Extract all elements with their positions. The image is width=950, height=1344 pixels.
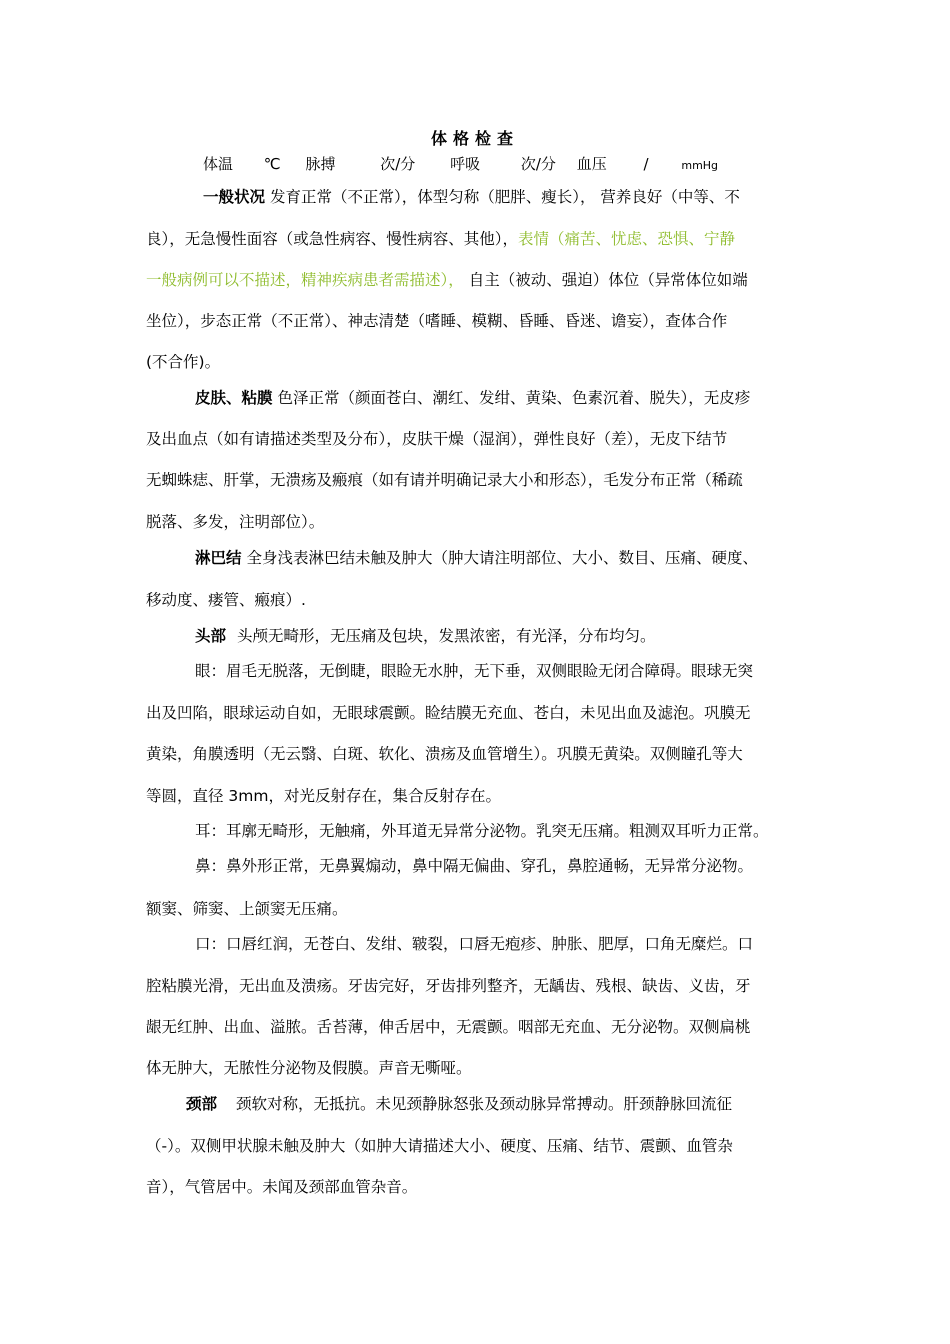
head-text-1: 头颅无畸形，无压痛及包块，发黑浓密，有光泽，分布均匀。 [236,627,656,645]
skin-text-1: 色泽正常（颜面苍白、潮红、发绀、黄染、色素沉着、脱失），无皮疹 [277,389,751,407]
skin-line-3: 无蜘蛛痣、肝掌，无溃疡及瘢痕（如有请并明确记录大小和形态），毛发分布正常（稀疏 [146,471,743,489]
neck-line-1 [186,1094,732,1114]
nose-line-1: 鼻：鼻外形正常，无鼻翼煽动，鼻中隔无偏曲、穿孔，鼻腔通畅，无异常分泌物。 [195,857,754,875]
neck-line-3: 音），气管居中。未闻及颈部血管杂音。 [146,1178,418,1196]
temp-label: 体温 [203,155,234,173]
general-line-2 [146,229,735,249]
bp-unit: mmHg [681,159,719,172]
mouth-line-3: 龈无红肿、出血、溢脓。舌苔薄，伸舌居中，无震颤。咽部无充血、无分泌物。双侧扁桃 [146,1018,751,1036]
general-heading: 一般状况 [203,188,266,206]
skin-line-1 [195,388,750,408]
neck-heading: 颈部 [186,1095,218,1113]
nose-line-2: 额窦、筛窦、上颌窦无压痛。 [146,900,348,918]
eye-line-3: 黄染，角膜透明（无云翳、白斑、软化、溃疡及血管增生）。巩膜无黄染。双侧瞳孔等大 [146,745,743,763]
vital-signs-line [203,153,718,174]
eye-line-1: 眼：眉毛无脱落，无倒睫，眼睑无水肿，无下垂，双侧眼睑无闭合障碍。眼球无突 [195,662,754,680]
skin-line-2: 及出血点（如有请描述类型及分布），皮肤干燥（湿润），弹性良好（差），无皮下结节 [146,430,728,448]
head-heading: 头部 [195,627,227,645]
lymph-heading: 淋巴结 [195,549,242,567]
skin-heading: 皮肤、粘膜 [195,389,273,407]
eye-line-4: 等圆，直径 3mm，对光反射存在，集合反射存在。 [146,787,501,805]
general-line-4: 坐位），步态正常（不正常）、神志清楚（嗜睡、模糊、昏睡、昏迷、谵妄），查体合作 [146,312,728,330]
pulse-unit: 次/分 [380,155,416,173]
general-text-2a: 良），无急慢性面容（或急性病容、慢性病容、其他）， [146,230,519,248]
neck-text-1: 颈软对称，无抵抗。未见颈静脉怒张及颈动脉异常搏动。肝颈静脉回流征 [235,1095,732,1113]
resp-unit: 次/分 [520,155,556,173]
general-line-1 [203,187,740,207]
temp-unit: ℃ [263,155,281,173]
skin-line-4: 脱落、多发，注明部位）。 [146,513,325,531]
mouth-line-4: 体无肿大，无脓性分泌物及假膜。声音无嘶哑。 [146,1059,472,1077]
mouth-line-2: 腔粘膜光滑，无出血及溃疡。牙齿完好，牙齿排列整齐，无龋齿、残根、缺齿、义齿，牙 [146,977,751,995]
general-line-5: (不合作)。 [146,353,221,371]
general-line-3 [146,270,748,290]
general-annotation-2: 一般病例可以不描述，精神疾病患者需描述）， [146,271,464,289]
mouth-line-1: 口：口唇红润，无苍白、发绀、皲裂，口唇无疱疹、肿胀、肥厚，口角无糜烂。口 [195,935,754,953]
general-text-3b: 自主（被动、强迫）体位（异常体位如端 [468,271,748,289]
lymph-text-1: 全身浅表淋巴结未触及肿大（肿大请注明部位、大小、数目、压痛、硬度、 [246,549,758,567]
general-text-1: 发育正常（不正常），体型匀称（肥胖、瘦长）， 营养良好（中等、不 [269,188,740,206]
bp-separator: / [643,155,649,173]
head-line-1 [195,626,655,646]
page-title: 体格检查 [430,129,519,148]
ear-line-1: 耳：耳廓无畸形，无触痛，外耳道无异常分泌物。乳突无压痛。粗测双耳听力正常。 [195,822,769,840]
resp-label: 呼吸 [450,155,481,173]
general-annotation-1: 表情（痛苦、忧虑、恐惧、宁静 [518,230,736,248]
eye-line-2: 出及凹陷，眼球运动自如，无眼球震颤。睑结膜无充血、苍白，未见出血及滤泡。巩膜无 [146,704,751,722]
pulse-label: 脉搏 [305,155,336,173]
lymph-line-1 [195,548,758,568]
bp-label: 血压 [576,155,607,173]
lymph-line-2: 移动度、瘘管、瘢痕）. [146,591,306,609]
neck-line-2: （-）。双侧甲状腺未触及肿大（如肿大请描述大小、硬度、压痛、结节、震颤、血管杂 [146,1137,733,1155]
